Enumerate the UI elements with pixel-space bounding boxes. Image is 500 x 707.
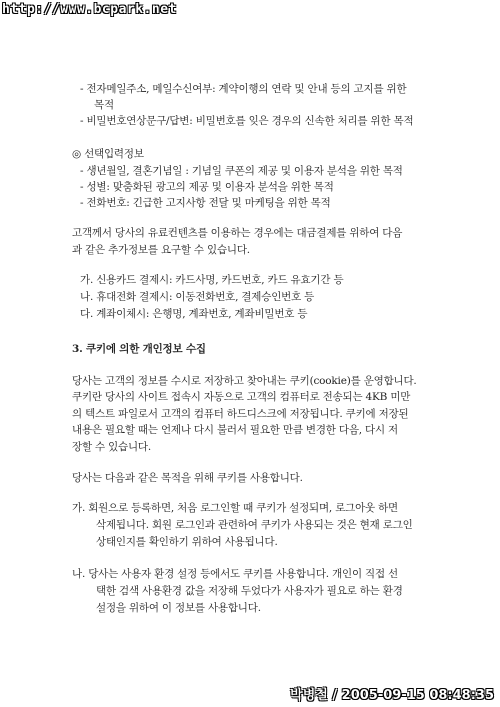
section-label: ◎ 선택입력정보 [72,148,144,160]
text-line: - 전화번호: 긴급한 고지사항 전달 및 마케팅을 위한 목적 [80,197,331,209]
paragraph-line: 장할 수 있습니다. [72,441,152,453]
list-item: 가. 신용카드 결제시: 카드사명, 카드번호, 카드 유효기간 등 [80,274,344,286]
list-item: 가. 회원으로 등록하면, 처음 로그인할 때 쿠키가 설정되며, 로그아웃 하면 [72,502,398,514]
text-line: - 생년월일, 결혼기념일 : 기념일 쿠폰의 제공 및 이용자 분석을 위한 목적 [80,165,403,177]
list-item: 나. 당사는 사용자 환경 설정 등에서도 쿠키를 사용합니다. 개인이 직접 선 [72,568,398,580]
list-item: 다. 계좌이체시: 은행명, 계좌번호, 계좌비밀번호 등 [80,308,308,320]
paragraph-line: 당사는 다음과 같은 목적을 위해 쿠키를 사용합니다. [72,472,303,484]
site-watermark: http://www.bcpark.net [2,2,177,17]
paragraph-line: 과 같은 추가정보를 요구할 수 있습니다. [72,244,250,256]
section-heading: 3. 쿠키에 의한 개인정보 수집 [72,343,206,355]
text-line: 목적 [94,99,114,111]
paragraph-line: 쿠키란 당사의 사이트 접속시 자동으로 고객의 컴퓨터로 전송되는 4KB 미만 [72,391,411,403]
paragraph-line: 의 텍스트 파일로서 고객의 컴퓨터 하드디스크에 저장됩니다. 쿠키에 저장된 [72,408,409,420]
text-line: - 비밀번호연상문구/답변: 비밀번호를 잊은 경우의 신속한 처리를 위한 목적 [80,115,414,127]
list-item: 상태인지를 확인하기 위하여 사용됩니다. [96,536,278,548]
text-line: - 성별: 맞춤화된 광고의 제공 및 이용자 분석을 위한 목적 [80,181,334,193]
list-item: 나. 휴대전화 결제시: 이동전화번호, 결제승인번호 등 [80,291,315,303]
paragraph-line: 고객께서 당사의 유료컨텐츠를 이용하는 경우에는 대금결제를 위하여 다음 [72,227,403,239]
author-timestamp: 박병철 / 2005-09-15 08:48:35 [290,688,494,703]
paragraph-line: 내용은 필요할 때는 언제나 다시 불러서 필요한 만큼 변경한 다음, 다시 저 [72,424,398,436]
list-item: 삭제됩니다. 회원 로그인과 관련하여 쿠키가 사용되는 것은 현재 로그인 [96,519,413,531]
paragraph-line: 당사는 고객의 정보를 수시로 저장하고 찾아내는 쿠키(cookie)를 운영합니다. [72,375,417,387]
list-item: 택한 검색 사용환경 값을 저장해 두었다가 사용자가 필요로 하는 환경 [96,585,403,597]
text-line: - 전자메일주소, 메일수신여부: 계약이행의 연락 및 안내 등의 고지를 위한 [80,83,407,95]
list-item: 설정을 위하여 이 정보를 사용합니다. [96,602,261,614]
